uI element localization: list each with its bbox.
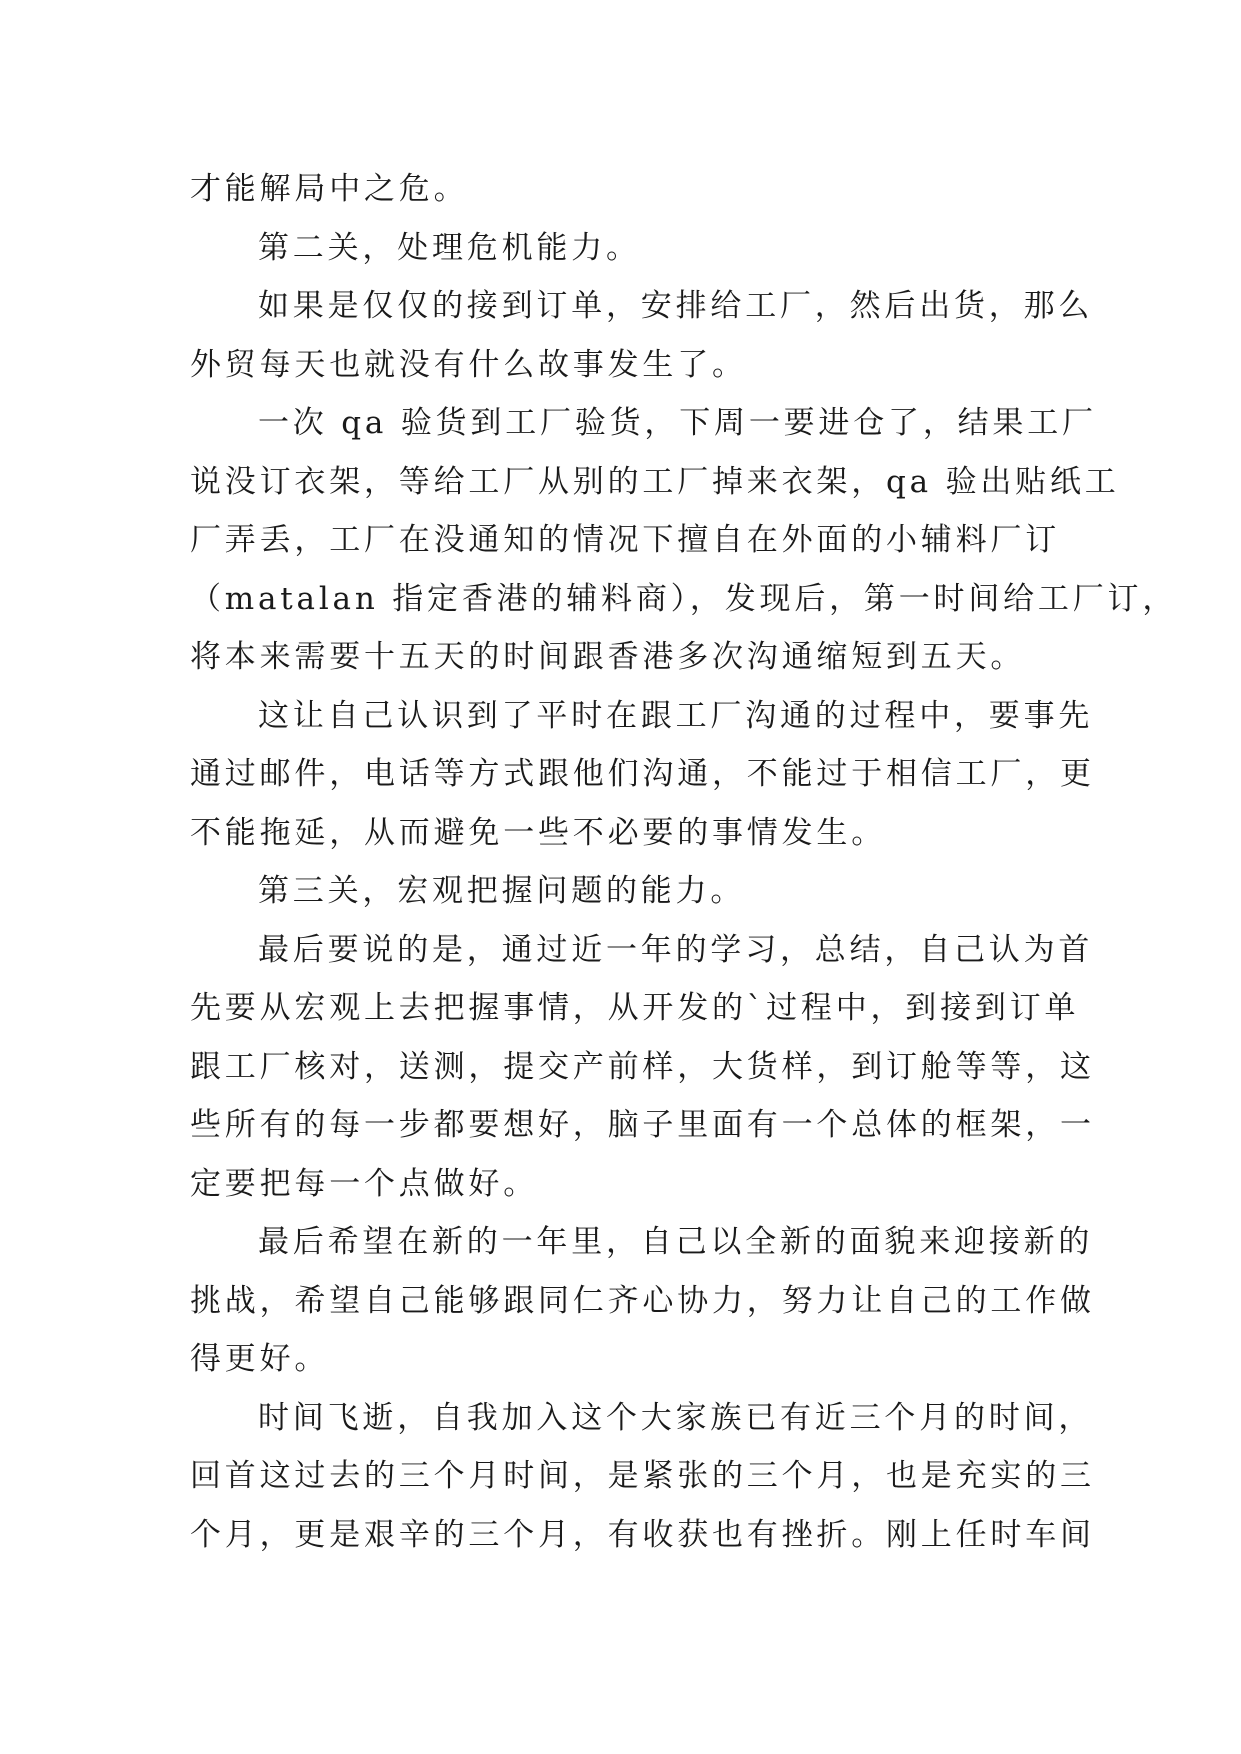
text-line: 一次 qa 验货到工厂验货，下周一要进仓了，结果工厂 [258, 405, 1097, 441]
text-line: 第二关，处理危机能力。 [258, 229, 641, 266]
text-line: 最后要说的是，通过近一年的学习，总结，自己认为首 [258, 931, 1094, 968]
text-line: 说没订衣架，等给工厂从别的工厂掉来衣架，qa 验出贴纸工 [190, 463, 1120, 500]
text-line: 些所有的每一步都要想好，脑子里面有一个总体的框架，一 [190, 1107, 1095, 1143]
text-line: 这让自己认识到了平时在跟工厂沟通的过程中，要事先 [258, 697, 1094, 734]
text-line: 厂弄丢，工厂在没通知的情况下擅自在外面的小辅料厂订 [190, 522, 1060, 558]
text-line: 才能解局中之危。 [190, 171, 469, 207]
text-line: 时间飞逝，自我加入这个大家族已有近三个月的时间， [258, 1399, 1094, 1436]
text-line: 将本来需要十五天的时间跟香港多次沟通缩短到五天。 [190, 639, 1026, 675]
text-line: 先要从宏观上去把握事情，从开发的`过程中，到接到订单 [190, 990, 1080, 1026]
text-line: 通过邮件，电话等方式跟他们沟通，不能过于相信工厂，更 [190, 756, 1095, 792]
text-line: 定要把每一个点做好。 [190, 1165, 538, 1202]
text-line: （matalan 指定香港的辅料商），发现后，第一时间给工厂订， [190, 580, 1178, 617]
text-line: 不能拖延，从而避免一些不必要的事情发生。 [190, 814, 886, 851]
text-line: 跟工厂核对，送测，提交产前样，大货样，到订舱等等，这 [190, 1048, 1095, 1085]
text-line: 个月，更是艰辛的三个月，有收获也有挫折。刚上任时车间 [190, 1516, 1095, 1553]
text-line: 外贸每天也就没有什么故事发生了。 [190, 346, 747, 383]
text-line: 回首这过去的三个月时间，是紧张的三个月，也是充实的三 [190, 1458, 1095, 1494]
text-line: 挑战，希望自己能够跟同仁齐心协力，努力让自己的工作做 [190, 1282, 1095, 1319]
text-line: 第三关，宏观把握问题的能力。 [258, 873, 746, 909]
text-line: 如果是仅仅的接到订单，安排给工厂，然后出货，那么 [258, 288, 1094, 324]
text-line: 得更好。 [190, 1341, 330, 1377]
document-body [190, 160, 1178, 1564]
text-line: 最后希望在新的一年里，自己以全新的面貌来迎接新的 [258, 1224, 1094, 1260]
